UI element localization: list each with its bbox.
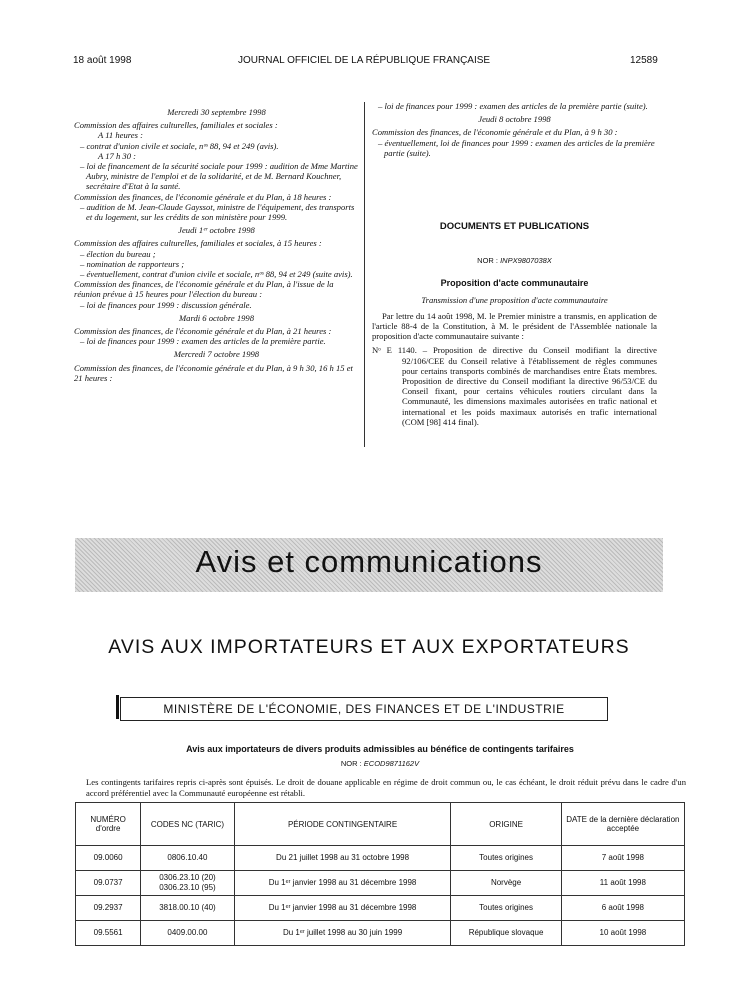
right-column-paragraph: Commission des finances, de l'économie générale et du Plan, à 9 h 30 :	[372, 127, 618, 138]
table-cell: 7 août 1998	[561, 846, 684, 871]
table-cell: 11 août 1998	[561, 871, 684, 896]
table-header-cell: NUMÉRO d'ordre	[76, 803, 141, 846]
right-column-paragraph: Jeudi 8 octobre 1998	[478, 114, 551, 125]
table-cell: Du 1ᵉʳ juillet 1998 au 30 juin 1999	[234, 921, 451, 946]
ministry-box	[120, 697, 608, 721]
table-cell: Du 1ᵉʳ janvier 1998 au 31 décembre 1998	[234, 871, 451, 896]
header-title: JOURNAL OFFICIEL DE LA RÉPUBLIQUE FRANÇAISE	[238, 55, 491, 66]
ministry-name: MINISTÈRE DE L'ÉCONOMIE, DES FINANCES ET DE L'INDUSTRIE	[163, 702, 565, 716]
right-column-paragraph: – éventuellement, loi de finances pour 1999 : examen des articles de la première partie (suite).	[378, 137, 655, 158]
notice-title: Avis aux importateurs de divers produits admissibles au bénéfice de contingents tarifaires	[186, 744, 574, 754]
table-header-cell: CODES NC (TARIC)	[141, 803, 234, 846]
table-body	[76, 846, 685, 946]
documents-section	[372, 222, 657, 427]
left-column-paragraph: Mercredi 30 septembre 1998	[167, 107, 266, 117]
header-page-number: 12589	[630, 55, 658, 66]
left-column-paragraph: – contrat d'union civile et sociale, nᵒˢ 88, 94 et 249 (avis).	[80, 140, 279, 151]
section-title: AVIS AUX IMPORTATEURS ET AUX EXPORTATEURS	[108, 636, 630, 658]
left-column-paragraph: Commission des affaires culturelles, familiales et sociales :	[74, 120, 278, 131]
documents-nor-code: INPX9807038X	[500, 256, 552, 266]
right-column-paragraph: – loi de finances pour 1999 : examen des articles de la première partie (suite).	[378, 101, 648, 111]
table-cell: 09.0737	[76, 871, 141, 896]
left-column-paragraph: Commission des finances, de l'économie générale et du Plan, à l'issue de la réunion prévue à 15 heures pour l'élection du bureau :	[74, 279, 334, 300]
left-column-paragraph: – loi de financement de la sécurité sociale pour 1999 : audition de Mme Martine Aubry, ministre de l'emploi et de la solidarité, et de M. Bernard Kouchner, secrétaire d'Etat à la santé.	[80, 161, 358, 192]
left-column-paragraph: Mardi 6 octobre 1998	[178, 312, 255, 323]
section-banner	[75, 538, 663, 592]
left-column-paragraph: – audition de M. Jean-Claude Gayssot, ministre de l'équipement, des transports et du logement, sur les crédits de son ministère pour 1999.	[80, 201, 355, 223]
table-row	[76, 896, 685, 921]
documents-paragraph-2: Nᵒ E 1140. – Proposition de directive du Conseil modifiant la directive 92/106/CEE du Conseil relative à l'établissement de règles communes pour certains transports combinés de marchandises entre États membres. Proposition de directive du Conseil modifiant la directive 96/53/CE du Conseil fixant, pour certains véhicules routiers circulant dans la Communauté, les dimensions maximales autorisées en trafic national et international et les poids maximaux autorisés en trafic international (COM [98] 414 final).	[372, 345, 657, 427]
table-row	[76, 846, 685, 871]
documents-transmission: Transmission d'une proposition d'acte communautaire	[421, 294, 608, 305]
left-column-paragraph: A 11 heures :	[98, 130, 143, 141]
right-column	[372, 101, 657, 158]
left-column-paragraph: – éventuellement, contrat d'union civile et sociale, nᵒˢ 88, 94 et 249 (suite avis).	[80, 269, 353, 280]
left-column-paragraph: A 17 h 30 :	[98, 150, 137, 161]
table-cell: Norvège	[451, 871, 561, 896]
quota-table	[75, 802, 685, 946]
notice-nor-code: ECOD9871162V	[363, 759, 420, 768]
table-header-row	[76, 803, 685, 846]
left-column-paragraph: Commission des finances, de l'économie générale et du Plan, à 9 h 30, 16 h 15 et 21 heures :	[74, 362, 353, 383]
left-column-paragraph: – loi de finances pour 1999 : examen des articles de la première partie.	[80, 336, 326, 347]
table-cell: 0806.10.40	[141, 846, 234, 871]
notice-nor-label: NOR :	[340, 759, 364, 768]
table-header-cell: ORIGINE	[451, 803, 561, 846]
left-column-paragraph: Commission des finances, de l'économie générale et du Plan, à 18 heures :	[74, 191, 332, 202]
notice-text: Les contingents tarifaires repris ci-après sont épuisés. Le droit de douane applicable en régime de droit commun ou, le cas échéant, le droit réduit prévu dans le cadre d'un accord préférentiel avec la Communauté européenne est rétabli.	[86, 777, 686, 798]
documents-heading: DOCUMENTS ET PUBLICATIONS	[439, 221, 590, 232]
left-column-paragraph: Commission des affaires culturelles, familiales et sociales, à 15 heures :	[74, 238, 322, 249]
left-column	[74, 104, 359, 383]
table-header-cell: PÉRIODE CONTINGENTAIRE	[234, 803, 451, 846]
left-column-paragraph: – élection du bureau ;	[80, 248, 156, 259]
table-cell: République slovaque	[451, 921, 561, 946]
table-cell: 09.2937	[76, 896, 141, 921]
table-header-cell: DATE de la dernière déclaration acceptée	[561, 803, 684, 846]
left-column-paragraph: Jeudi 1ᵉʳ octobre 1998	[178, 225, 255, 236]
column-divider	[364, 102, 365, 447]
header-date: 18 août 1998	[73, 55, 132, 66]
notice-nor	[75, 759, 685, 768]
documents-nor-label: NOR :	[477, 256, 501, 266]
table-cell: 3818.00.10 (40)	[141, 896, 234, 921]
documents-subheading: Proposition d'acte communautaire	[440, 278, 589, 289]
banner-title: Avis et communications	[195, 544, 543, 579]
table-cell: Du 21 juillet 1998 au 31 octobre 1998	[234, 846, 451, 871]
table-cell: 10 août 1998	[561, 921, 684, 946]
table-row	[76, 921, 685, 946]
table-cell: 09.5561	[76, 921, 141, 946]
left-column-paragraph: Commission des finances, de l'économie générale et du Plan, à 21 heures :	[74, 326, 332, 337]
table-cell: 0306.23.10 (20) 0306.23.10 (95)	[141, 871, 234, 896]
table-cell: 6 août 1998	[561, 896, 684, 921]
table-cell: Du 1ᵉʳ janvier 1998 au 31 décembre 1998	[234, 896, 451, 921]
table-cell: Toutes origines	[451, 846, 561, 871]
left-column-paragraph: – nomination de rapporteurs ;	[80, 258, 185, 269]
documents-paragraph-1: Par lettre du 14 août 1998, M. le Premier ministre a transmis, en application de l'article 88-4 de la Constitution, à M. le président de l'Assemblée nationale la proposition d'acte communautaire suivante :	[372, 310, 657, 342]
table-row	[76, 871, 685, 896]
left-column-paragraph: – loi de finances pour 1999 : discussion générale.	[80, 299, 252, 310]
table-cell: 0409.00.00	[141, 921, 234, 946]
table-cell: Toutes origines	[451, 896, 561, 921]
left-column-paragraph: Mercredi 7 octobre 1998	[173, 349, 260, 360]
documents-nor	[372, 256, 657, 266]
ministry-box-shadow	[116, 695, 119, 719]
table-cell: 09.0060	[76, 846, 141, 871]
